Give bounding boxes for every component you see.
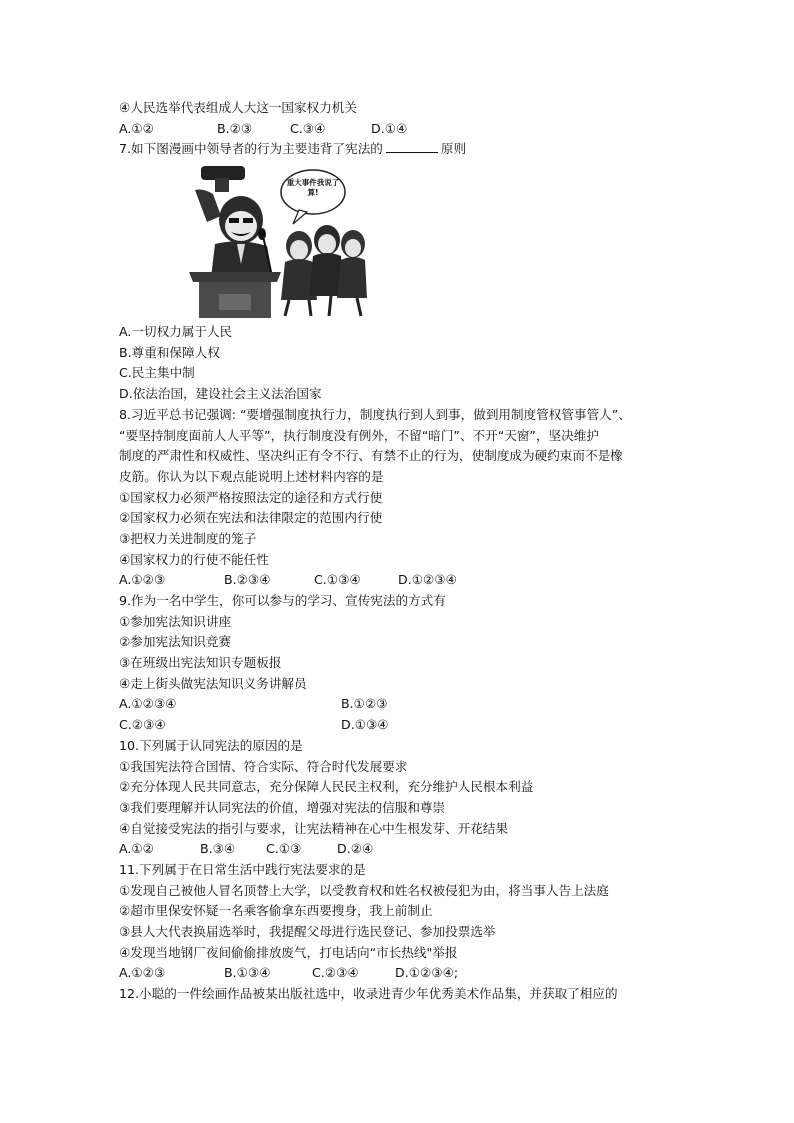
exam-content [119, 98, 689, 1005]
person-3-leg [357, 298, 361, 316]
q7-option-a[interactable]: A.一切权力属于人民 [119, 324, 233, 340]
q8-item-3: ③把权力关进制度的笼子 [119, 530, 257, 546]
podium-top [189, 272, 281, 282]
microphone-icon [258, 228, 266, 240]
q8-option-a[interactable]: A.①②③ [119, 572, 166, 588]
q11-option-a[interactable]: A.①②③ [119, 965, 166, 981]
leader-raised-arm [195, 190, 221, 223]
q10-item-3: ③我们要理解并认同宪法的价值，增强对宪法的信服和尊崇 [119, 799, 446, 815]
q11-item-2: ②超市里保安怀疑一名乘客偷拿东西要搜身，我上前制止 [119, 903, 433, 919]
q9-item-2: ②参加宪法知识竞赛 [119, 634, 232, 650]
crowd [281, 225, 367, 316]
q12-stem: 12.小聪的一件绘画作品被某出版社选中，收录进青少年优秀美术作品集，并获取了相应的 [119, 986, 618, 1002]
q8-item-4: ④国家权力的行使不能任性 [119, 551, 269, 567]
q7-option-b[interactable]: B.尊重和保障人权 [119, 344, 220, 360]
q6-option-d[interactable]: D.①④ [371, 120, 408, 136]
q8-item-1: ①国家权力必须严格按照法定的途径和方式行使 [119, 489, 383, 505]
person-2-face [318, 234, 336, 254]
speech-bubble-text: 重大事件我说了算! [286, 178, 340, 198]
q10-item-4: ④自觉接受宪法的指引与要求，让宪法精神在心中生根发芽、开花结果 [119, 820, 509, 836]
q6-item-4: ④人民选举代表组成人大这一国家权力机关 [119, 100, 357, 115]
q7-stem-before: 7.如下图漫画中领导者的行为主要违背了宪法的 [119, 141, 383, 157]
q11-item-3: ③县人大代表换届选举时，我提醒父母进行选民登记、参加投票选举 [119, 924, 496, 939]
q9-option-b[interactable]: B.①②③ [341, 696, 388, 712]
q7-answer-blank [386, 140, 438, 153]
leader-glasses-left [229, 218, 239, 223]
q8-option-b[interactable]: B.②③④ [224, 572, 271, 588]
q11-option-c[interactable]: C.②③④ [312, 965, 359, 981]
q10-options [119, 839, 689, 860]
q11-options [119, 963, 689, 984]
q9-item-1: ①参加宪法知识讲座 [119, 613, 232, 629]
q8-stem-line-2: “要坚持制度面前人人平等”，执行制度没有例外，不留“暗门”、不开“天窗”，坚决维护 [119, 427, 599, 443]
person-3-body [337, 257, 367, 298]
q8-item-2: ②国家权力必须在宪法和法律限定的范围内行使 [119, 510, 383, 526]
speech-bubble-tail [293, 210, 307, 224]
leader-face [225, 211, 257, 241]
cartoon-image [181, 160, 371, 320]
q9-item-4: ④走上街头做宪法知识义务讲解员 [119, 675, 307, 691]
q9-option-a[interactable]: A.①②③④ [119, 696, 177, 712]
q8-stem-line-3: 制度的严肃性和权威性、坚决纠正有令不行、有禁不止的行为，使制度成为硬约束而不是橡 [119, 448, 623, 464]
person-1-leg-2 [309, 300, 311, 316]
q7-option-d[interactable]: D.依法治国，建设社会主义法治国家 [119, 386, 322, 402]
q8-stem-line-4: 皮筋。你认为以下观点能说明上述材料内容的是 [119, 468, 384, 484]
q10-item-2: ②充分体现人民共同意志，充分保障人民民主权利，充分维护人民根本利益 [119, 779, 534, 795]
q9-option-c[interactable]: C.②③④ [119, 717, 166, 733]
stamp-block [201, 166, 245, 180]
stamp-handle [215, 178, 229, 192]
person-1-leg [285, 300, 289, 316]
q6-options [119, 119, 689, 140]
person-3-face [345, 239, 361, 257]
q9-option-d[interactable]: D.①③④ [341, 717, 389, 733]
q6-option-b[interactable]: B.②③ [217, 120, 253, 136]
q10-option-c[interactable]: C.①③ [266, 841, 302, 857]
q11-stem: 11.下列属于在日常生活中践行宪法要求的是 [119, 861, 366, 877]
q6-option-a[interactable]: A.①② [119, 120, 154, 136]
person-1-face [290, 240, 308, 260]
q10-option-a[interactable]: A.①② [119, 841, 154, 857]
q10-stem: 10.下列属于认同宪法的原因的是 [119, 737, 303, 753]
q11-option-b[interactable]: B.①③④ [224, 965, 271, 981]
q7-option-c[interactable]: C.民主集中制 [119, 365, 195, 381]
q9-stem: 9.作为一名中学生，你可以参与的学习、宣传宪法的方式有 [119, 593, 446, 608]
q11-option-d[interactable]: D.①②③④; [395, 965, 459, 981]
q10-option-d[interactable]: D.②④ [337, 841, 374, 857]
q8-option-d[interactable]: D.①②③④ [398, 572, 457, 588]
q9-options-row-1 [119, 694, 689, 715]
q8-option-c[interactable]: C.①③④ [314, 572, 361, 588]
leader-glasses-right [243, 218, 253, 223]
q11-item-4: ④发现当地钢厂夜间偷偷排放废气，打电话向“市长热线"举报 [119, 944, 458, 960]
q7-stem-after: 原则 [440, 141, 467, 157]
q6-option-c[interactable]: C.③④ [290, 120, 326, 136]
q9-item-3: ③在班级出宪法知识专题板报 [119, 655, 282, 671]
q7-cartoon [181, 160, 371, 320]
podium-panel [219, 294, 251, 310]
q7-stem [119, 139, 689, 160]
q8-options [119, 570, 689, 591]
person-2-leg [329, 296, 331, 316]
q10-option-b[interactable]: B.③④ [200, 841, 236, 857]
q8-stem-line-1: 8.习近平总书记强调: “要增强制度执行力，制度执行到人到事，做到用制度管权管事管人”、 [119, 406, 631, 422]
q11-item-1: ①发现自己被他人冒名顶替上大学，以受教育权和姓名权被侵犯为由，将当事人告上法庭 [119, 882, 609, 898]
q10-item-1: ①我国宪法符合国情、符合实际、符合时代发展要求 [119, 758, 408, 774]
q9-options-row-2 [119, 715, 689, 736]
